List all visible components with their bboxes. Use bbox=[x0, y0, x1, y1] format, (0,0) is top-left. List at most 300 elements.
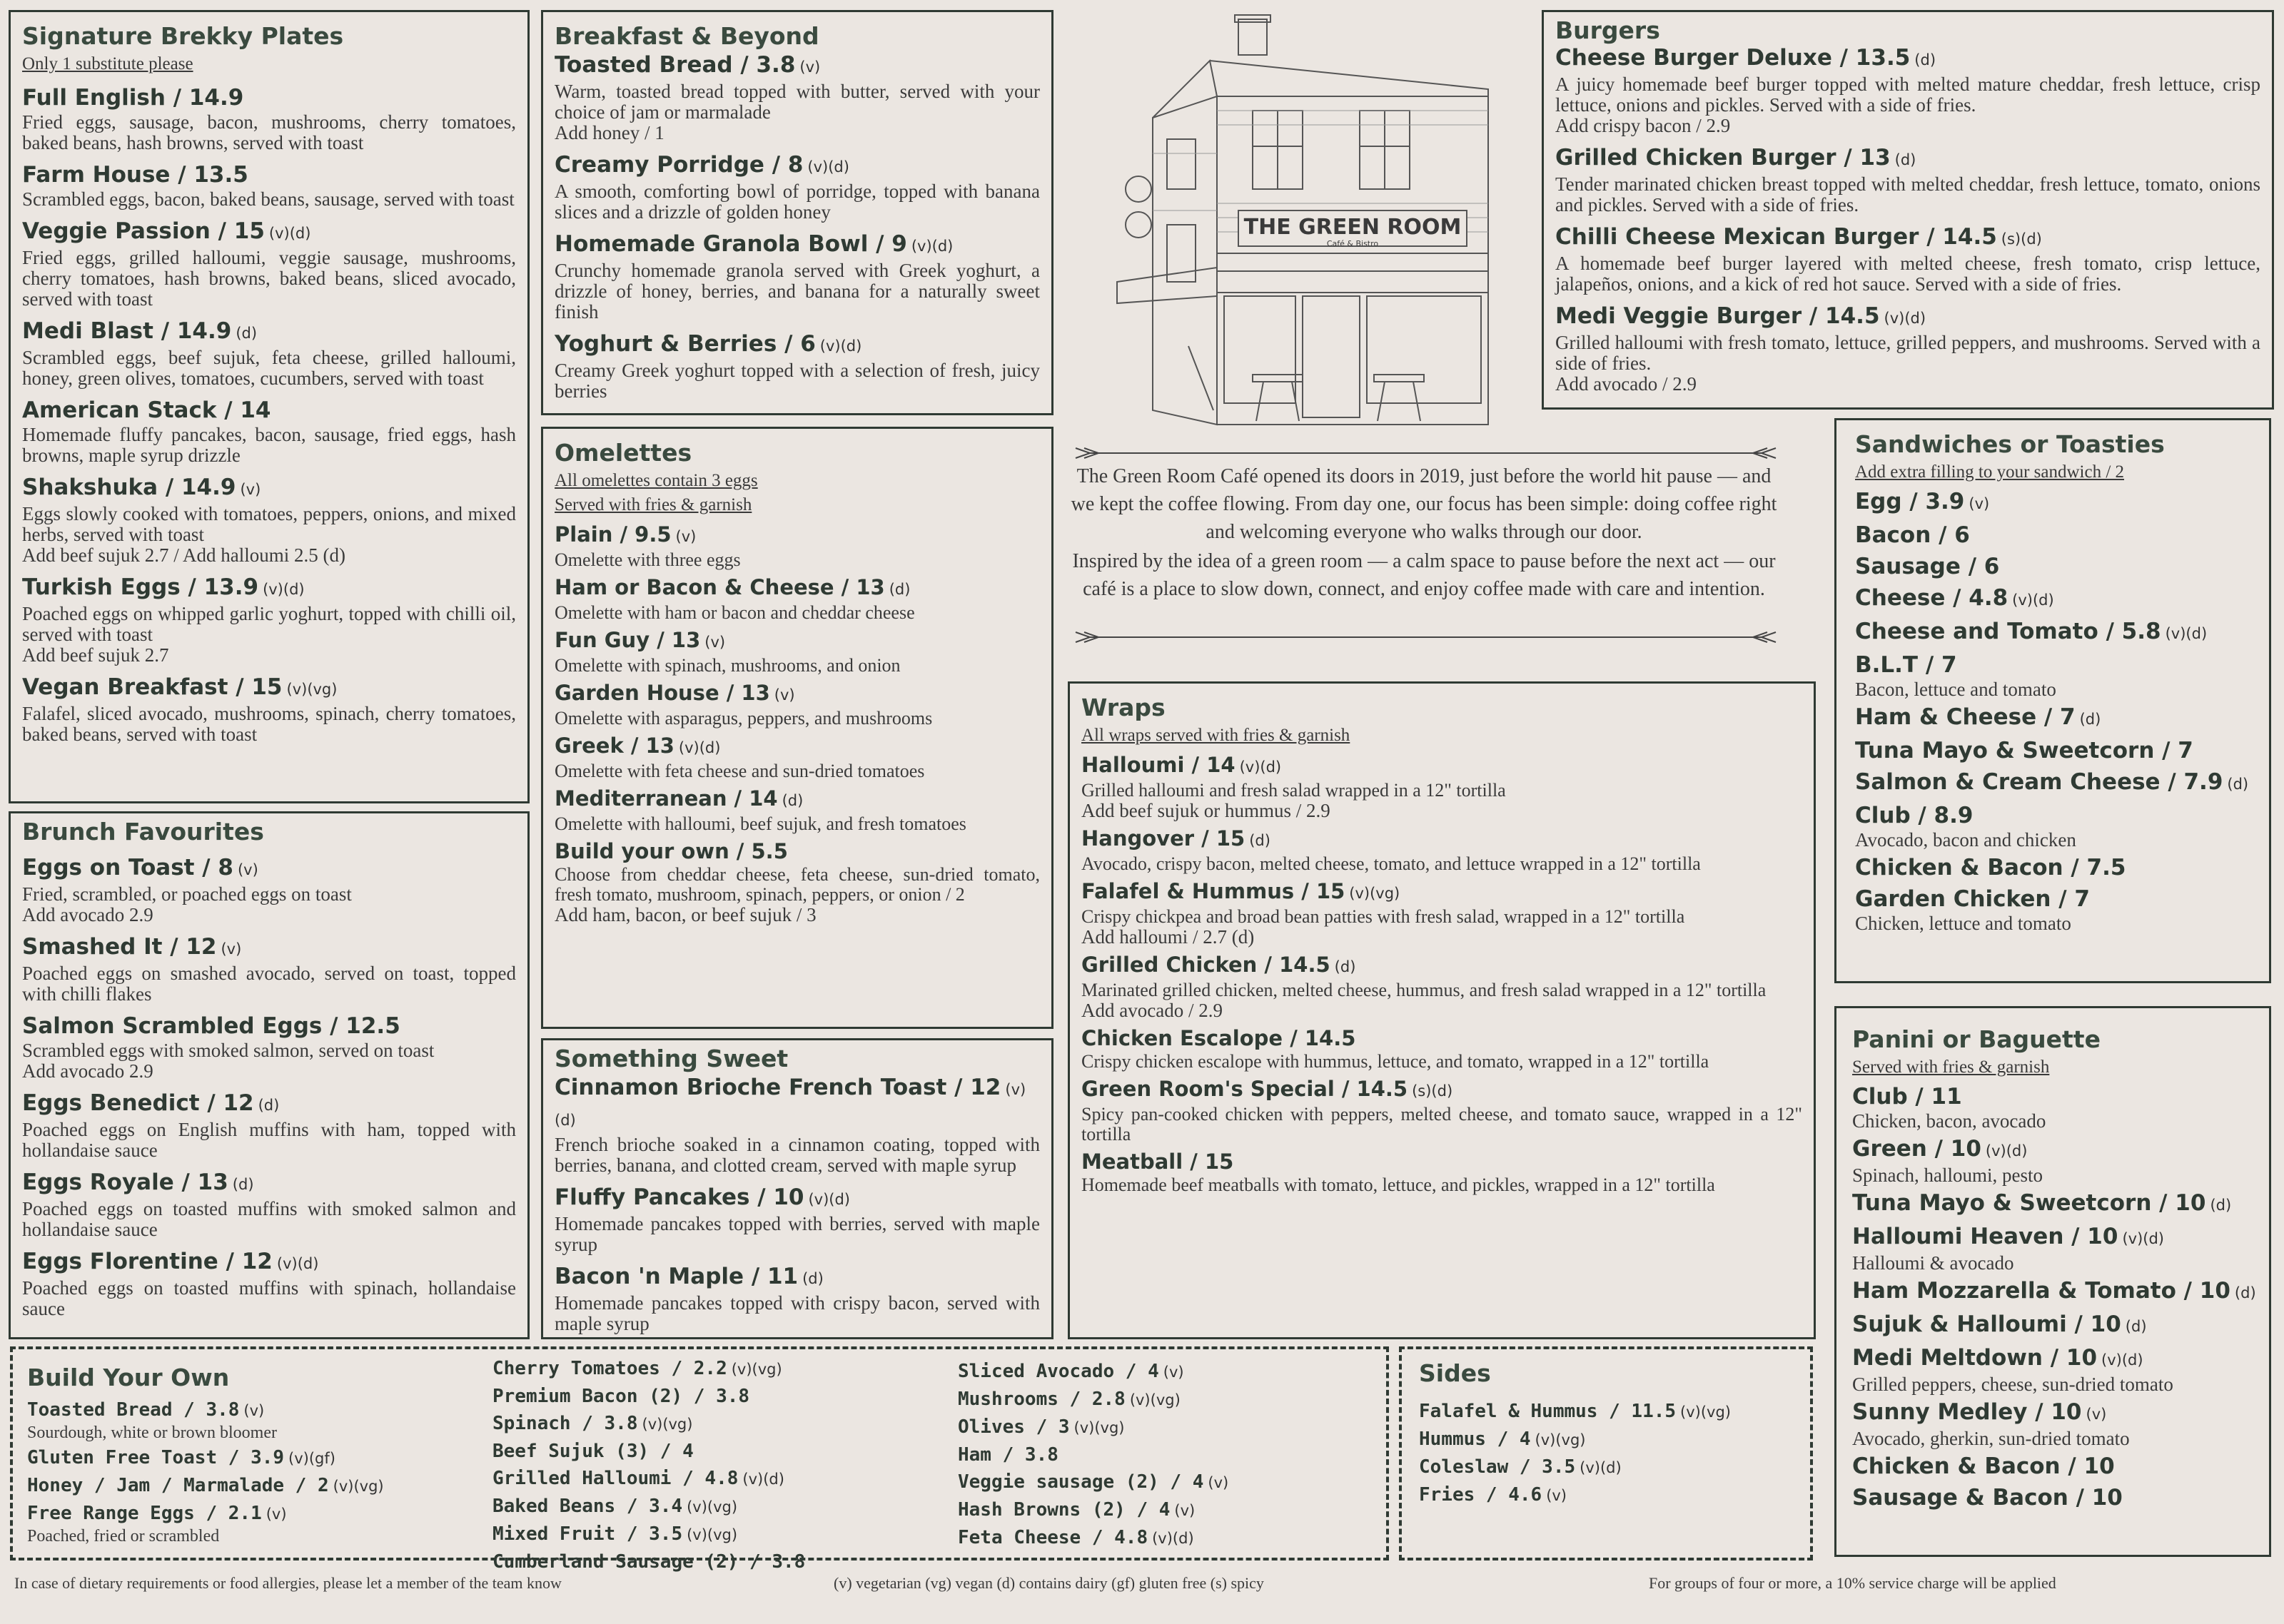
item-name bbox=[1419, 1455, 1793, 1480]
dietary-tags: (s)(d) bbox=[1412, 1082, 1453, 1100]
menu-item bbox=[22, 673, 516, 745]
item-description: Homemade beef meatballs with tomato, lettuce, and pickles, wrapped in a 12" tortilla bbox=[1081, 1174, 1715, 1195]
item-name bbox=[1852, 1483, 2258, 1512]
item-name bbox=[22, 1089, 516, 1120]
menu-item bbox=[555, 733, 1040, 781]
item-name-text: Cinnamon Brioche French Toast / 12 bbox=[555, 1075, 1001, 1100]
item-addon: Add halloumi / 2.7 (d) bbox=[1081, 926, 1255, 948]
item-description: Falafel, sliced avocado, mushrooms, spinach, cherry tomatoes, baked beans, served with toast bbox=[22, 703, 516, 745]
item-description: Warm, toasted bread topped with butter, served with your choice of jam or marmalade bbox=[555, 81, 1040, 123]
dietary-tags: (v) bbox=[240, 481, 261, 498]
byo-column-1 bbox=[27, 1395, 470, 1546]
item-addon: Add beef sujuk 2.7 / Add halloumi 2.5 (d) bbox=[22, 544, 345, 566]
dietary-tags: (v)(d) bbox=[555, 1081, 1026, 1129]
menu-item bbox=[1852, 1398, 2258, 1449]
item-name bbox=[1081, 1149, 1802, 1175]
dietary-tags: (v)(d) bbox=[2165, 625, 2208, 642]
item-name bbox=[1555, 302, 2260, 333]
menu-item bbox=[22, 317, 516, 389]
item-description: Omelette with three eggs bbox=[555, 549, 741, 570]
dietary-tags: (d) bbox=[236, 325, 258, 342]
item-name bbox=[1855, 801, 2258, 830]
dietary-tags: (d) bbox=[258, 1097, 280, 1114]
menu-item bbox=[555, 627, 1040, 676]
dietary-tags: (d) bbox=[2079, 711, 2101, 728]
item-name-text: Ham Mozzarella & Tomato / 10 bbox=[1852, 1278, 2230, 1304]
item-name bbox=[1855, 487, 2258, 518]
item-name-text: Baked Beans / 3.4 bbox=[492, 1496, 683, 1517]
item-name-text: Premium Bacon (2) / 3.8 bbox=[492, 1386, 750, 1407]
section-brunch-favourites bbox=[9, 811, 530, 1339]
menu-item bbox=[22, 1168, 516, 1240]
section-note: Served with fries & garnish bbox=[1852, 1057, 2050, 1077]
item-name-text: American Stack / 14 bbox=[22, 397, 271, 423]
item-name bbox=[492, 1356, 935, 1381]
item-description: Homemade pancakes topped with crispy bacon, served with maple syrup bbox=[555, 1292, 1040, 1334]
section-title: Omelettes bbox=[555, 439, 692, 467]
item-name bbox=[1852, 1082, 2258, 1111]
chimney bbox=[1238, 19, 1267, 55]
item-name-text: Eggs on Toast / 8 bbox=[22, 855, 233, 880]
item-name-text: Veggie Passion / 15 bbox=[22, 218, 265, 244]
menu-item bbox=[555, 786, 1040, 834]
menu-item bbox=[1081, 952, 1802, 1021]
item-name-text: Garden Chicken / 7 bbox=[1855, 886, 2090, 912]
menu-item bbox=[555, 1073, 1040, 1176]
item-description: Bacon, lettuce and tomato bbox=[1855, 679, 2056, 700]
item-name bbox=[1555, 44, 2260, 74]
item-description: A homemade beef burger layered with melted cheese, fresh tomato, crisp lettuce, jalapeños, onions, and a kick of red hot sauce. Served with a side of fries. bbox=[1555, 253, 2260, 295]
item-name-text: Gluten Free Toast / 3.9 bbox=[27, 1447, 285, 1468]
section-title: Sides bbox=[1419, 1359, 1491, 1387]
dietary-tags: (d) bbox=[2125, 1318, 2147, 1335]
item-list bbox=[1081, 752, 1802, 1195]
menu-item bbox=[1852, 1310, 2258, 1341]
item-name-text: Smashed It / 12 bbox=[22, 934, 217, 960]
footer-allergy-note: In case of dietary requirements or food allergies, please let a member of the team know bbox=[14, 1574, 562, 1592]
dietary-tags: (d) bbox=[1914, 51, 1936, 68]
menu-item bbox=[1855, 801, 2258, 851]
item-description: Crispy chickpea and broad bean patties with fresh salad, wrapped in a 12" tortilla bbox=[1081, 906, 1685, 927]
item-name-text: Grilled Chicken Burger / 13 bbox=[1555, 145, 1891, 171]
item-name-text: Vegan Breakfast / 15 bbox=[22, 674, 283, 700]
item-name bbox=[22, 573, 516, 604]
item-name bbox=[958, 1498, 1386, 1523]
item-name-text: Ham / 3.8 bbox=[958, 1444, 1058, 1466]
dietary-tags: (v)(d) bbox=[807, 158, 849, 176]
item-name bbox=[1852, 1277, 2258, 1307]
about-paragraph-1: The Green Room Café opened its doors in 2019, just before the world hit pause — and we kept the coffee flowing. From day one, our focus has been simple: doing coffee right and welcoming everyone who walks through our door. bbox=[1071, 465, 1777, 543]
item-description: Creamy Greek yoghurt topped with a selection of fresh, juicy berries bbox=[555, 360, 1040, 402]
section-sandwiches bbox=[1834, 418, 2271, 983]
menu-item bbox=[1555, 302, 2260, 395]
dietary-tags: (v)(vg) bbox=[1535, 1431, 1586, 1448]
byo-column-2 bbox=[492, 1354, 935, 1574]
menu-item bbox=[22, 83, 516, 153]
item-name bbox=[1419, 1399, 1793, 1424]
dietary-tags: (v)(d) bbox=[1580, 1459, 1622, 1476]
menu-item bbox=[1855, 651, 2258, 700]
item-description: Homemade pancakes topped with berries, served with maple syrup bbox=[555, 1213, 1040, 1255]
menu-item bbox=[958, 1526, 1386, 1551]
item-name bbox=[1855, 651, 2258, 679]
item-name bbox=[22, 1012, 516, 1040]
item-name-text: Salmon Scrambled Eggs / 12.5 bbox=[22, 1013, 400, 1039]
dietary-tags: (v)(d) bbox=[678, 739, 721, 756]
menu-item bbox=[555, 1262, 1040, 1334]
menu-item bbox=[1419, 1483, 1793, 1508]
item-name-text: Falafel & Hummus / 15 bbox=[1081, 879, 1345, 903]
item-name-text: Toasted Bread / 3.8 bbox=[555, 52, 796, 78]
item-name-text: Eggs Benedict / 12 bbox=[22, 1090, 254, 1116]
menu-item bbox=[1855, 768, 2258, 798]
item-name bbox=[22, 1247, 516, 1278]
item-name-text: Build your own / 5.5 bbox=[555, 839, 788, 863]
item-name-text: Cheese and Tomato / 5.8 bbox=[1855, 619, 2161, 644]
section-build-your-own bbox=[10, 1346, 1389, 1573]
item-name-text: Chicken Escalope / 14.5 bbox=[1081, 1026, 1356, 1050]
item-list bbox=[1419, 1399, 1793, 1508]
menu-item bbox=[1419, 1399, 1793, 1424]
menu-item bbox=[958, 1498, 1386, 1523]
item-name bbox=[1852, 1222, 2258, 1253]
menu-item bbox=[1555, 143, 2260, 215]
item-name-text: Toasted Bread / 3.8 bbox=[27, 1399, 240, 1421]
item-name-text: Halloumi Heaven / 10 bbox=[1852, 1224, 2118, 1249]
menu-item bbox=[958, 1387, 1386, 1412]
dietary-tags: (v)(vg) bbox=[642, 1416, 693, 1433]
item-description: Homemade fluffy pancakes, bacon, sausage, fried eggs, hash browns, maple syrup drizzle bbox=[22, 424, 516, 466]
menu-item bbox=[1855, 736, 2258, 765]
item-name bbox=[555, 838, 1040, 865]
item-description: Fried eggs, sausage, bacon, mushrooms, cherry tomatoes, baked beans, hash browns, served with toast bbox=[22, 111, 516, 153]
dietary-tags: (d) bbox=[2227, 776, 2249, 793]
item-name bbox=[1555, 223, 2260, 253]
dietary-tags: (v)(vg) bbox=[1349, 885, 1400, 902]
item-name-text: Shakshuka / 14.9 bbox=[22, 474, 236, 500]
item-description: A juicy homemade beef burger topped with melted mature cheddar, fresh lettuce, crisp lettuce, onions and pickles. Served with a side of fries. bbox=[1555, 73, 2260, 116]
dietary-tags: (v)(d) bbox=[1152, 1530, 1194, 1547]
section-note: All omelettes contain 3 eggs bbox=[555, 471, 758, 490]
menu-item bbox=[1852, 1082, 2258, 1132]
dietary-tags: (v)(d) bbox=[1985, 1142, 2028, 1159]
item-name-text: Coleslaw / 3.5 bbox=[1419, 1456, 1576, 1478]
item-description: Choose from cheddar cheese, feta cheese, sun-dried tomato, fresh tomato, mushroom, spinach, peppers, or onion / 2 bbox=[555, 864, 1040, 905]
menu-item bbox=[1855, 487, 2258, 518]
item-name bbox=[22, 396, 516, 425]
item-description: Crunchy homemade granola served with Greek yoghurt, a drizzle of honey, berries, and banana for a naturally sweet finish bbox=[555, 260, 1040, 323]
menu-item bbox=[22, 1247, 516, 1319]
menu-item bbox=[958, 1359, 1386, 1384]
dietary-tags: (s)(d) bbox=[2001, 230, 2042, 248]
dietary-tags: (d) bbox=[2210, 1197, 2232, 1214]
item-name-text: Bacon 'n Maple / 11 bbox=[555, 1264, 799, 1289]
dietary-tags: (v) bbox=[799, 59, 821, 76]
item-name-text: Sausage / 6 bbox=[1855, 554, 2000, 579]
item-addon: Add avocado 2.9 bbox=[22, 904, 153, 925]
item-addon: Add beef sujuk 2.7 bbox=[22, 644, 169, 666]
item-addon: Add honey / 1 bbox=[555, 122, 665, 143]
item-name bbox=[27, 1398, 470, 1423]
item-name bbox=[958, 1387, 1386, 1412]
item-name bbox=[1852, 1189, 2258, 1219]
item-name-text: Tuna Mayo & Sweetcorn / 10 bbox=[1852, 1190, 2206, 1216]
section-title: Burgers bbox=[1555, 16, 1660, 44]
item-name-text: Fluffy Pancakes / 10 bbox=[555, 1184, 804, 1210]
item-name-text: Halloumi / 14 bbox=[1081, 753, 1236, 777]
menu-item bbox=[492, 1550, 935, 1574]
item-name bbox=[555, 1262, 1040, 1293]
item-list bbox=[1855, 487, 2258, 934]
item-description: Grilled halloumi with fresh tomato, lettuce, grilled peppers, and mushrooms. Served with a side of fries. bbox=[1555, 332, 2260, 374]
item-name-text: Full English / 14.9 bbox=[22, 85, 244, 111]
item-description: Avocado, crispy bacon, melted cheese, tomato, and lettuce wrapped in a 12" tortilla bbox=[1081, 853, 1701, 874]
item-name bbox=[555, 330, 1040, 360]
item-name bbox=[1855, 853, 2258, 882]
item-name-text: Fries / 4.6 bbox=[1419, 1484, 1542, 1506]
item-name-text: Meatball / 15 bbox=[1081, 1150, 1234, 1174]
item-addon: Add crispy bacon / 2.9 bbox=[1555, 115, 1731, 136]
item-description: Avocado, bacon and chicken bbox=[1855, 829, 2076, 851]
about-paragraph-2: Inspired by the idea of a green room — a calm space to pause before the next act — our café is a place to slow down, connect, and enjoy coffee made with care and intention. bbox=[1072, 550, 1776, 600]
dietary-tags: (v)(d) bbox=[263, 581, 305, 598]
dietary-tags: (v) bbox=[266, 1506, 287, 1523]
item-description: Poached eggs on smashed avocado, served on toast, topped with chilli flakes bbox=[22, 963, 516, 1005]
item-name-text: Sliced Avocado / 4 bbox=[958, 1361, 1159, 1382]
item-name bbox=[555, 680, 1040, 709]
dietary-tags: (v)(d) bbox=[808, 1191, 850, 1208]
section-note: Add extra filling to your sandwich / 2 bbox=[1855, 462, 2125, 482]
item-name-text: Eggs Florentine / 12 bbox=[22, 1249, 273, 1274]
dietary-tags: (v)(vg) bbox=[1073, 1419, 1125, 1436]
dietary-tags: (d) bbox=[1334, 958, 1356, 975]
menu-item bbox=[492, 1356, 935, 1381]
item-name-text: Ham or Bacon & Cheese / 13 bbox=[555, 575, 885, 599]
item-name bbox=[22, 853, 516, 884]
dietary-tags: (v) bbox=[1208, 1474, 1229, 1491]
item-name-text: Homemade Granola Bowl / 9 bbox=[555, 231, 907, 257]
item-description: Omelette with ham or bacon and cheddar cheese bbox=[555, 602, 915, 623]
menu-item bbox=[555, 230, 1040, 323]
dietary-tags: (v)(d) bbox=[819, 338, 862, 355]
item-description: Eggs slowly cooked with tomatoes, peppers, onions, and mixed herbs, served with toast bbox=[22, 503, 516, 545]
item-name bbox=[492, 1522, 935, 1547]
section-something-sweet bbox=[541, 1038, 1053, 1339]
arrow-divider-bottom bbox=[1074, 626, 1777, 648]
item-name-text: Honey / Jam / Marmalade / 2 bbox=[27, 1475, 329, 1496]
item-description: Sourdough, white or brown bloomer bbox=[27, 1423, 277, 1442]
section-title: Signature Brekky Plates bbox=[22, 22, 344, 50]
menu-item bbox=[22, 853, 516, 925]
item-name-text: Farm House / 13.5 bbox=[22, 162, 248, 188]
dietary-tags: (v)(vg) bbox=[687, 1498, 738, 1516]
dietary-tags: (v) bbox=[704, 634, 726, 651]
section-omelettes bbox=[541, 427, 1053, 1029]
item-description: Fried, scrambled, or poached eggs on toast bbox=[22, 883, 352, 905]
item-name bbox=[1081, 1025, 1802, 1052]
item-description: A smooth, comforting bowl of porridge, topped with banana slices and a drizzle of golden honey bbox=[555, 181, 1040, 223]
menu-item bbox=[27, 1398, 470, 1443]
item-name-text: Club / 8.9 bbox=[1855, 803, 1974, 828]
item-name bbox=[555, 574, 1040, 603]
item-name bbox=[1419, 1427, 1793, 1452]
menu-item bbox=[1555, 44, 2260, 136]
section-title: Panini or Baguette bbox=[1852, 1025, 2101, 1053]
item-name-text: Yoghurt & Berries / 6 bbox=[555, 331, 816, 357]
item-name bbox=[1855, 703, 2258, 734]
item-list bbox=[22, 83, 516, 745]
menu-item bbox=[1081, 1025, 1802, 1072]
item-name bbox=[555, 786, 1040, 814]
item-name-text: Egg / 3.9 bbox=[1855, 489, 1965, 514]
item-name-text: Chilli Cheese Mexican Burger / 14.5 bbox=[1555, 224, 1997, 250]
menu-item bbox=[555, 574, 1040, 623]
menu-item bbox=[1852, 1483, 2258, 1512]
item-name-text: Medi Meltdown / 10 bbox=[1852, 1345, 2098, 1371]
item-addon: Add beef sujuk or hummus / 2.9 bbox=[1081, 800, 1330, 821]
item-description: Chicken, bacon, avocado bbox=[1852, 1110, 2046, 1132]
menu-item bbox=[555, 838, 1040, 925]
dietary-tags: (v) bbox=[2086, 1406, 2107, 1423]
menu-item bbox=[22, 933, 516, 1005]
item-name-text: Cheese Burger Deluxe / 13.5 bbox=[1555, 45, 1911, 71]
item-name-text: Garden House / 13 bbox=[555, 681, 770, 705]
menu-item bbox=[1852, 1344, 2258, 1395]
item-name bbox=[492, 1466, 935, 1491]
item-name bbox=[958, 1526, 1386, 1551]
item-name bbox=[492, 1550, 935, 1574]
menu-item bbox=[22, 473, 516, 566]
item-name bbox=[555, 627, 1040, 656]
item-name bbox=[1855, 736, 2258, 765]
menu-item bbox=[1555, 223, 2260, 295]
menu-item bbox=[555, 522, 1040, 570]
section-title: Wraps bbox=[1081, 694, 1166, 721]
item-description: Spinach, halloumi, pesto bbox=[1852, 1164, 2043, 1186]
dietary-tags: (d) bbox=[889, 581, 911, 598]
dietary-tags: (v)(vg) bbox=[1680, 1404, 1731, 1421]
menu-item bbox=[555, 330, 1040, 402]
item-name bbox=[492, 1384, 935, 1409]
item-name bbox=[555, 1073, 1040, 1135]
dietary-tags: (v)(d) bbox=[268, 225, 311, 242]
item-name bbox=[958, 1443, 1386, 1467]
section-note: Served with fries & garnish bbox=[555, 495, 752, 514]
item-description: Scrambled eggs, bacon, baked beans, sausage, served with toast bbox=[22, 188, 515, 210]
section-breakfast-beyond bbox=[541, 10, 1053, 415]
item-name-text: Feta Cheese / 4.8 bbox=[958, 1527, 1148, 1548]
item-name bbox=[22, 933, 516, 963]
item-name bbox=[555, 230, 1040, 260]
section-title: Brunch Favourites bbox=[22, 818, 264, 846]
item-name-text: Medi Blast / 14.9 bbox=[22, 318, 232, 344]
item-name bbox=[1852, 1135, 2258, 1165]
menu-item bbox=[555, 151, 1040, 223]
item-description: Grilled halloumi and fresh salad wrapped in a 12" tortilla bbox=[1081, 780, 1506, 801]
item-name bbox=[22, 83, 516, 112]
item-name-text: Greek / 13 bbox=[555, 734, 674, 758]
item-list bbox=[22, 853, 516, 1319]
item-name-text: Creamy Porridge / 8 bbox=[555, 152, 804, 178]
menu-item bbox=[492, 1494, 935, 1519]
dietary-tags: (v)(d) bbox=[911, 238, 954, 255]
item-name-text: Sujuk & Halloumi / 10 bbox=[1852, 1311, 2121, 1337]
item-description: French brioche soaked in a cinnamon coating, topped with berries, banana, and clotted cream, served with maple syrup bbox=[555, 1134, 1040, 1176]
item-name bbox=[492, 1439, 935, 1463]
menu-item bbox=[492, 1466, 935, 1491]
dietary-tags: (v)(vg) bbox=[731, 1361, 782, 1378]
item-description: Fried eggs, grilled halloumi, veggie sausage, mushrooms, cherry tomatoes, hash browns, baked beans, sliced avocado, served with toast bbox=[22, 247, 516, 310]
item-name-text: Eggs Royale / 13 bbox=[22, 1169, 228, 1195]
item-name-text: Veggie sausage (2) / 4 bbox=[958, 1471, 1204, 1493]
item-name-text: Grilled Halloumi / 4.8 bbox=[492, 1468, 739, 1489]
menu-item bbox=[1855, 853, 2258, 882]
menu-item bbox=[22, 1012, 516, 1082]
item-description: Poached, fried or scrambled bbox=[27, 1527, 220, 1546]
item-name-text: Beef Sujuk (3) / 4 bbox=[492, 1441, 694, 1462]
arrow-divider-top bbox=[1074, 442, 1777, 464]
footer-service-charge: For groups of four or more, a 10% service charge will be applied bbox=[1649, 1574, 2056, 1592]
item-name-text: Mixed Fruit / 3.5 bbox=[492, 1523, 683, 1545]
item-name bbox=[492, 1411, 935, 1436]
item-name-text: Tuna Mayo & Sweetcorn / 7 bbox=[1855, 738, 2193, 763]
dietary-tags: (v)(vg) bbox=[687, 1526, 738, 1543]
item-name bbox=[555, 522, 1040, 550]
item-name-text: B.L.T / 7 bbox=[1855, 652, 1957, 678]
item-description: Omelette with asparagus, peppers, and mushrooms bbox=[555, 708, 933, 729]
item-name bbox=[27, 1446, 470, 1471]
menu-item bbox=[1081, 1149, 1802, 1195]
menu-item bbox=[1852, 1135, 2258, 1186]
menu-item bbox=[27, 1446, 470, 1471]
dietary-tags: (v)(vg) bbox=[286, 681, 338, 698]
menu-item bbox=[22, 161, 516, 210]
item-name bbox=[958, 1415, 1386, 1440]
item-name-text: Mushrooms / 2.8 bbox=[958, 1389, 1126, 1410]
item-description: Halloumi & avocado bbox=[1852, 1252, 2014, 1274]
item-description: Omelette with halloumi, beef sujuk, and fresh tomatoes bbox=[555, 813, 966, 834]
item-addon: Add avocado / 2.9 bbox=[1555, 373, 1697, 395]
item-description: Poached eggs on toasted muffins with spinach, hollandaise sauce bbox=[22, 1277, 516, 1319]
menu-item bbox=[1852, 1277, 2258, 1307]
menu-item bbox=[492, 1384, 935, 1409]
dietary-tags: (v)(d) bbox=[742, 1471, 784, 1488]
item-name-text: Cherry Tomatoes / 2.2 bbox=[492, 1358, 727, 1379]
item-name-text: Plain / 9.5 bbox=[555, 522, 672, 547]
item-name-text: Hangover / 15 bbox=[1081, 826, 1245, 851]
menu-item bbox=[1855, 617, 2258, 648]
dietary-tags: (v) bbox=[243, 1402, 265, 1419]
menu-item bbox=[22, 217, 516, 310]
cafe-building-illustration bbox=[1110, 11, 1502, 439]
section-title: Build Your Own bbox=[27, 1364, 230, 1391]
item-description: Tender marinated chicken breast topped with melted cheddar, fresh lettuce, tomato, onions and pickles. Served with a side of fries. bbox=[1555, 173, 2260, 215]
item-name bbox=[1081, 752, 1802, 781]
menu-item bbox=[492, 1439, 935, 1463]
section-note: All wraps served with fries & garnish bbox=[1081, 726, 1350, 745]
dietary-tags: (d) bbox=[1249, 832, 1270, 849]
item-name bbox=[492, 1494, 935, 1519]
dietary-tags: (v)(vg) bbox=[1129, 1391, 1181, 1409]
item-description: Crispy chicken escalope with hummus, lettuce, and tomato, wrapped in a 12" tortilla bbox=[1081, 1051, 1709, 1072]
dietary-tags: (v) bbox=[1546, 1487, 1567, 1504]
menu-item bbox=[22, 573, 516, 666]
dietary-tags: (v) bbox=[774, 686, 795, 704]
menu-item bbox=[1419, 1427, 1793, 1452]
item-name bbox=[1419, 1483, 1793, 1508]
menu-item bbox=[492, 1411, 935, 1436]
section-sides bbox=[1399, 1346, 1813, 1560]
